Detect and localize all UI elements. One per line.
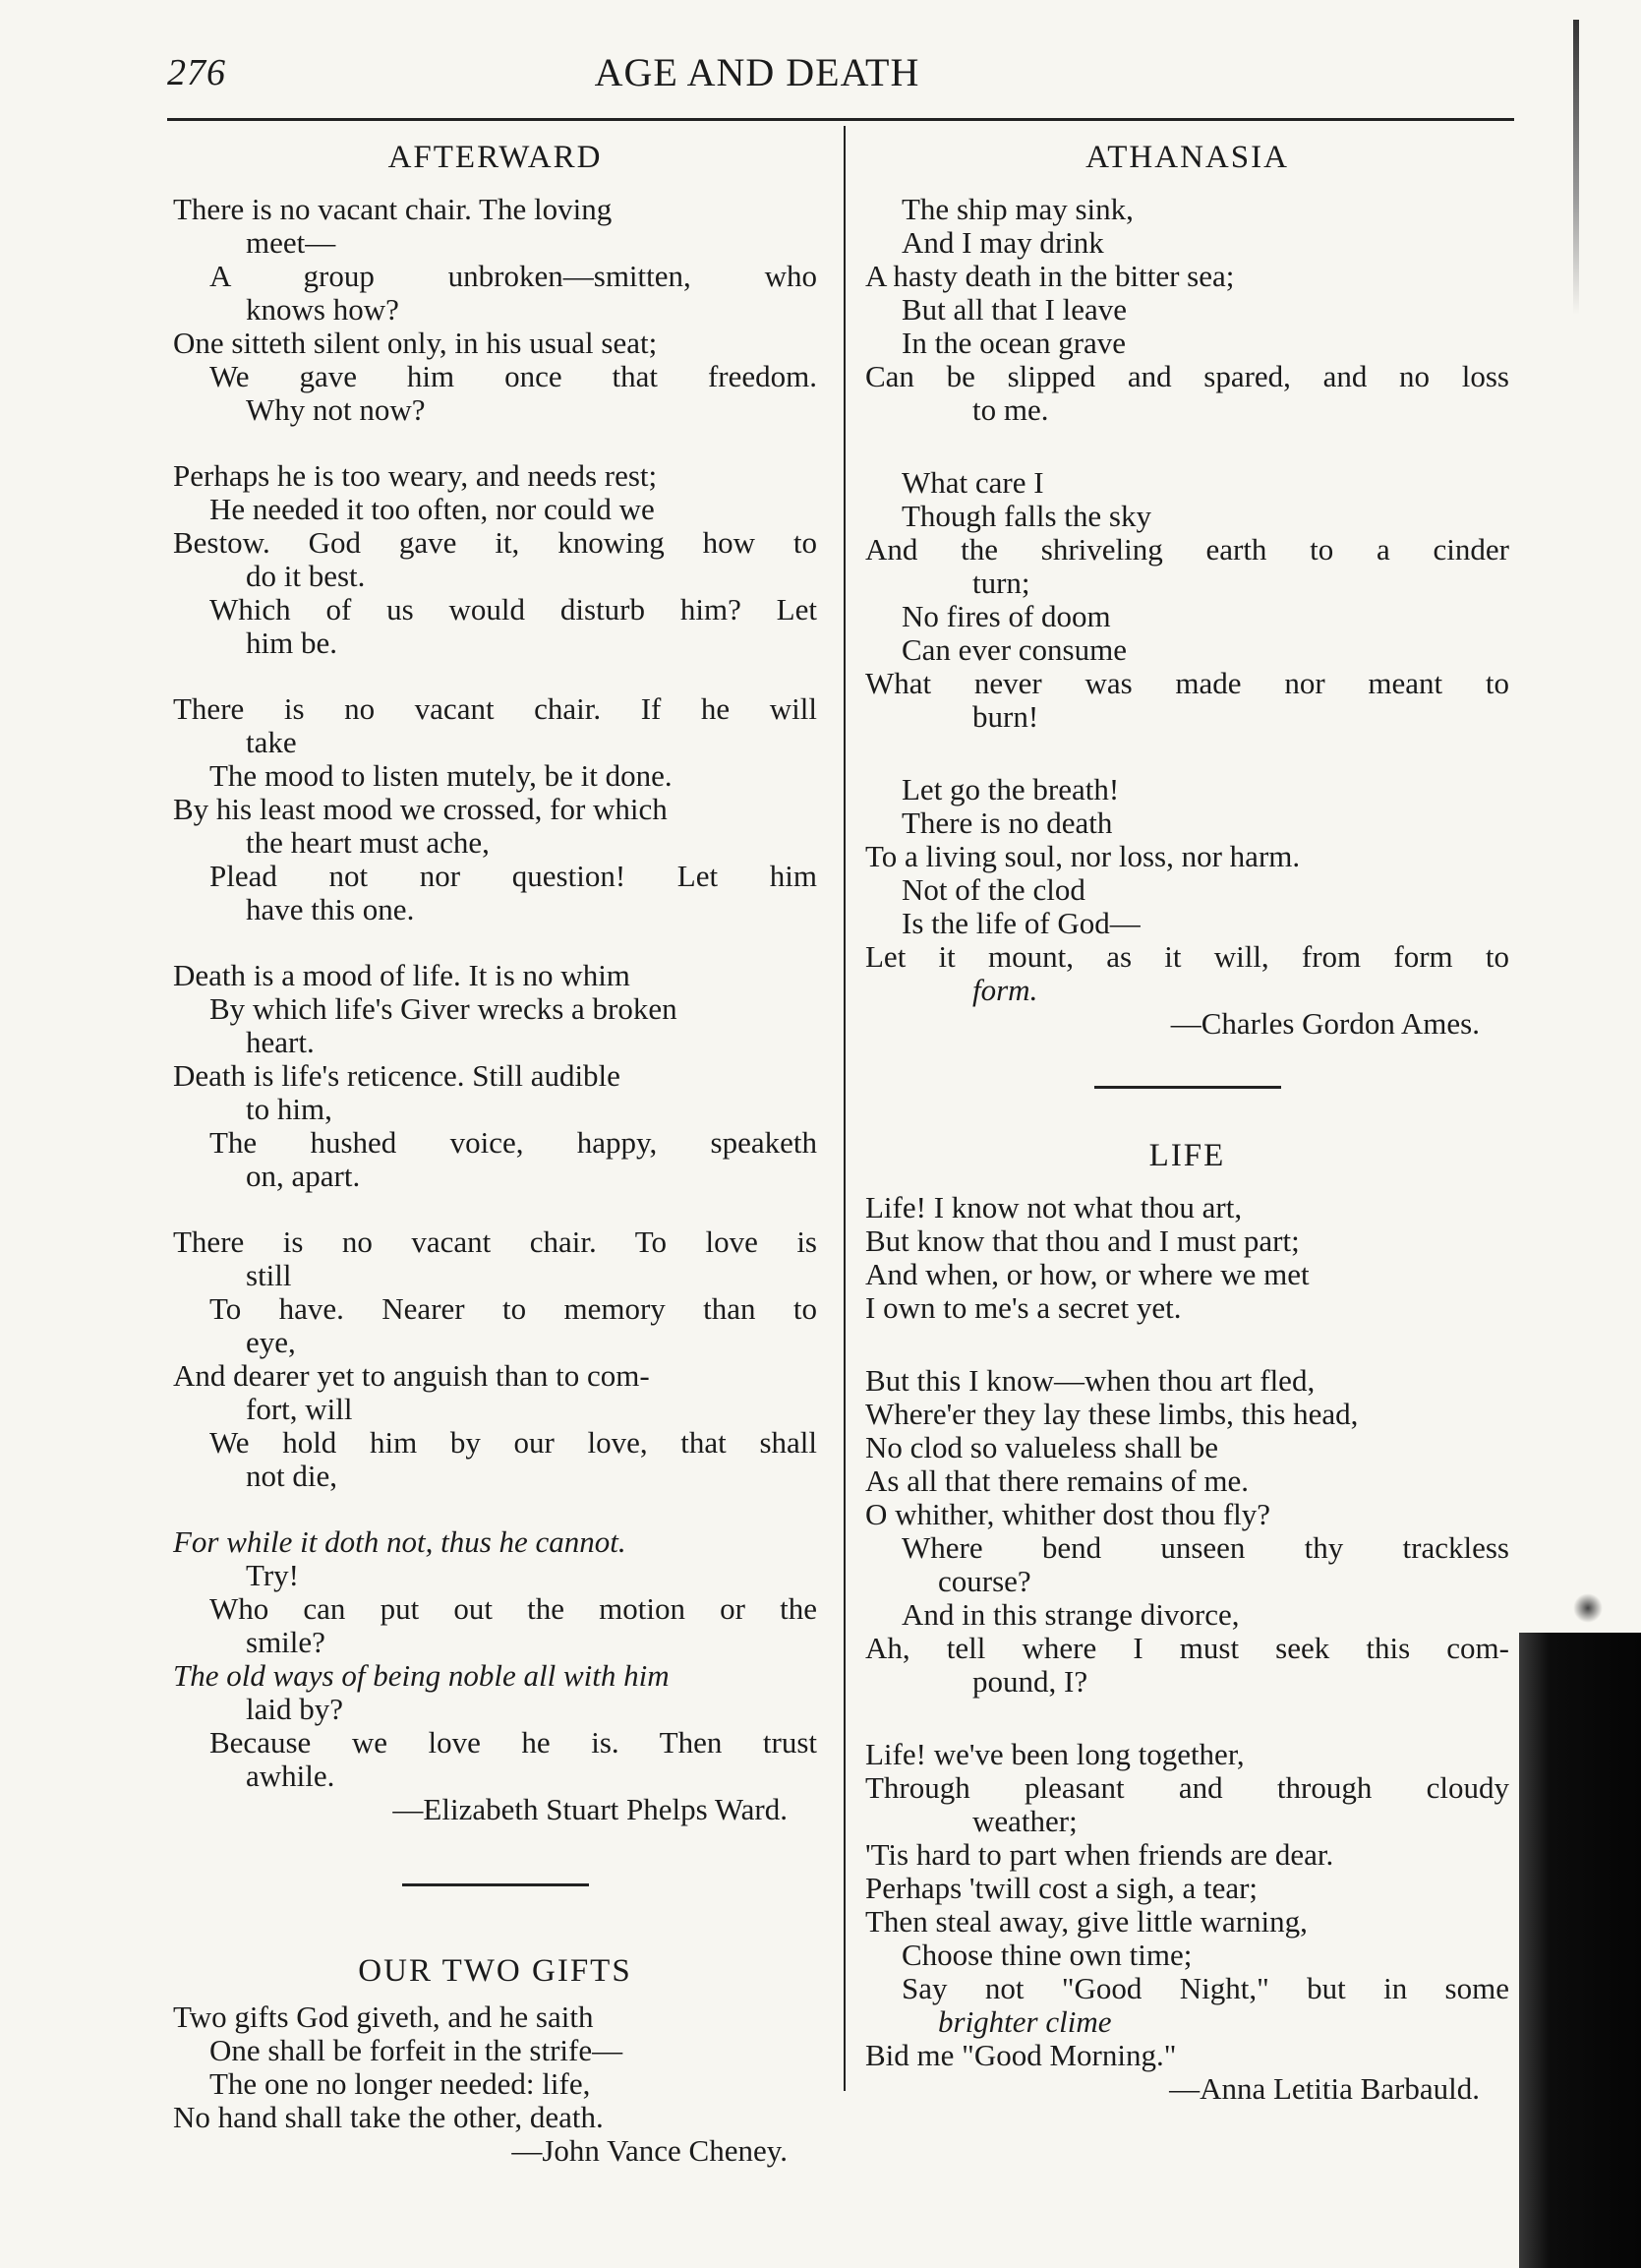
- verse-line: Which of us would disturb him? Let: [209, 592, 817, 627]
- attribution: —John Vance Cheney.: [511, 2133, 788, 2168]
- verse-line: 'Tis hard to part when friends are dear.: [865, 1837, 1334, 1872]
- verse-line: The ship may sink,: [902, 192, 1134, 226]
- verse-line: Perhaps 'twill cost a sigh, a tear;: [865, 1871, 1259, 1905]
- verse-line: brighter clime: [938, 2004, 1112, 2039]
- verse-line: By which life's Giver wrecks a broken: [209, 991, 677, 1026]
- verse-line: Two gifts God giveth, and he saith: [173, 1999, 594, 2034]
- verse-line: Where bend unseen thy trackless: [902, 1530, 1509, 1565]
- stanza: [865, 466, 1509, 734]
- attribution: —Elizabeth Stuart Phelps Ward.: [392, 1792, 788, 1826]
- poem-title: AFTERWARD: [387, 140, 603, 175]
- verse-line: Life! I know not what thou art,: [865, 1190, 1243, 1224]
- verse-line: There is no death: [902, 806, 1113, 840]
- left-column: [173, 138, 817, 2168]
- verse-line: laid by?: [246, 1692, 343, 1726]
- verse-line: The old ways of being noble all with him: [173, 1658, 670, 1693]
- verse-line: on, apart.: [246, 1159, 361, 1193]
- stanza: [173, 692, 817, 926]
- page-number: 276: [167, 52, 226, 93]
- stanza: [173, 959, 817, 1193]
- verse-line: And when, or how, or where we met: [865, 1257, 1310, 1291]
- verse-line: No hand shall take the other, death.: [173, 2100, 604, 2134]
- verse-line: Ah, tell where I must seek this com-: [865, 1631, 1509, 1665]
- column-divider: [844, 126, 846, 2091]
- section-rule: [402, 1883, 589, 1886]
- scan-edge-streak: [1573, 20, 1579, 315]
- verse-line: not die,: [246, 1459, 337, 1493]
- verse-line: still: [246, 1258, 292, 1292]
- verse-line: to him,: [246, 1092, 332, 1126]
- verse-line: Say not "Good Night," but in some: [902, 1971, 1509, 2005]
- verse-line: him be.: [246, 626, 337, 660]
- poem-title: OUR TWO GIFTS: [358, 1953, 632, 1989]
- verse-line: heart.: [246, 1025, 315, 1059]
- verse-line: Through pleasant and through cloudy: [865, 1770, 1509, 1805]
- verse-line: But know that thou and I must part;: [865, 1224, 1300, 1258]
- poem-title: ATHANASIA: [1085, 140, 1289, 175]
- verse-line: awhile.: [246, 1759, 335, 1793]
- verse-line: Death is a mood of life. It is no whim: [173, 958, 630, 992]
- stanza: [865, 773, 1509, 1007]
- verse-line: Not of the clod: [902, 872, 1085, 907]
- verse-line: No clod so valueless shall be: [865, 1430, 1219, 1464]
- header-rule: [167, 118, 1514, 121]
- stanza: [173, 193, 817, 427]
- verse-line: One shall be forfeit in the strife—: [209, 2033, 623, 2067]
- attribution: —Anna Letitia Barbauld.: [1169, 2071, 1480, 2106]
- verse-line: But this I know—when thou art fled,: [865, 1363, 1316, 1398]
- stanza: [173, 1225, 817, 1493]
- verse-line: Choose thine own time;: [902, 1938, 1193, 1972]
- verse-line: The one no longer needed: life,: [209, 2066, 591, 2101]
- verse-line: meet—: [246, 225, 336, 260]
- verse-line: course?: [938, 1564, 1031, 1598]
- verse-line: Life! we've been long together,: [865, 1737, 1245, 1771]
- stanza: [173, 459, 817, 660]
- verse-line: He needed it too often, nor could we: [209, 492, 655, 526]
- verse-line: I own to me's a secret yet.: [865, 1290, 1182, 1325]
- poem-life: [865, 1136, 1509, 2106]
- verse-line: And the shriveling earth to a cinder: [865, 532, 1509, 567]
- verse-line: But all that I leave: [902, 292, 1127, 327]
- verse-line: form.: [972, 973, 1038, 1007]
- stanza: [865, 1364, 1509, 1699]
- verse-line: eye,: [246, 1325, 296, 1359]
- verse-line: Plead not nor question! Let him: [209, 859, 817, 893]
- verse-line: For while it doth not, thus he cannot.: [173, 1524, 626, 1559]
- verse-line: Bestow. God gave it, knowing how to: [173, 525, 817, 560]
- verse-line: Why not now?: [246, 392, 426, 427]
- verse-line: pound, I?: [972, 1664, 1088, 1699]
- verse-line: The hushed voice, happy, speaketh: [209, 1125, 817, 1160]
- poem-afterward: [173, 138, 817, 1826]
- verse-line: The mood to listen mutely, be it done.: [209, 758, 673, 793]
- verse-line: take: [246, 725, 297, 759]
- verse-line: And in this strange divorce,: [902, 1597, 1240, 1632]
- verse-line: To a living soul, nor loss, nor harm.: [865, 839, 1301, 873]
- verse-line: Can be slipped and spared, and no loss: [865, 359, 1509, 393]
- verse-line: A hasty death in the bitter sea;: [865, 259, 1235, 293]
- verse-line: have this one.: [246, 892, 415, 926]
- verse-line: A group unbroken—smitten, who: [209, 259, 817, 293]
- attribution: —Charles Gordon Ames.: [1170, 1006, 1480, 1041]
- verse-line: Is the life of God—: [902, 906, 1141, 940]
- verse-line: O whither, whither dost thou fly?: [865, 1497, 1271, 1531]
- verse-line: do it best.: [246, 559, 366, 593]
- verse-line: There is no vacant chair. If he will: [173, 691, 817, 726]
- stanza: [865, 1738, 1509, 2072]
- verse-line: There is no vacant chair. The loving: [173, 192, 613, 226]
- verse-line: There is no vacant chair. To love is: [173, 1224, 817, 1259]
- verse-line: And I may drink: [902, 225, 1104, 260]
- verse-line: fort, will: [246, 1392, 353, 1426]
- verse-line: Try!: [246, 1558, 299, 1592]
- verse-line: What never was made nor meant to: [865, 666, 1509, 700]
- verse-line: By his least mood we crossed, for which: [173, 792, 668, 826]
- verse-line: And dearer yet to anguish than to com-: [173, 1358, 650, 1393]
- verse-line: Can ever consume: [902, 632, 1127, 667]
- right-column: [865, 138, 1509, 2106]
- verse-line: turn;: [972, 566, 1030, 600]
- stanza: [865, 193, 1509, 427]
- section-rule: [1094, 1086, 1281, 1089]
- scan-edge-shadow: [1519, 1633, 1641, 2268]
- poem-title: LIFE: [1148, 1138, 1226, 1173]
- verse-line: What care I: [902, 465, 1044, 500]
- verse-line: No fires of doom: [902, 599, 1111, 633]
- verse-line: burn!: [972, 699, 1039, 734]
- verse-line: Then steal away, give little warning,: [865, 1904, 1308, 1939]
- stanza: [173, 1525, 817, 1793]
- verse-line: To have. Nearer to memory than to: [209, 1291, 817, 1326]
- verse-line: We gave him once that freedom.: [209, 359, 817, 393]
- poem-our-two-gifts: [173, 1951, 817, 2168]
- verse-line: Where'er they lay these limbs, this head,: [865, 1397, 1359, 1431]
- verse-line: One sitteth silent only, in his usual seat;: [173, 326, 658, 360]
- verse-line: to me.: [972, 392, 1049, 427]
- stanza: [865, 1191, 1509, 1325]
- verse-line: Death is life's reticence. Still audible: [173, 1058, 620, 1093]
- verse-line: Let it mount, as it will, from form to: [865, 939, 1509, 974]
- stanza: [173, 2000, 817, 2134]
- verse-line: Because we love he is. Then trust: [209, 1725, 817, 1760]
- verse-line: We hold him by our love, that shall: [209, 1425, 817, 1460]
- verse-line: In the ocean grave: [902, 326, 1127, 360]
- verse-line: Perhaps he is too weary, and needs rest;: [173, 458, 658, 493]
- scan-edge-speck: [1573, 1593, 1603, 1623]
- poem-athanasia: [865, 138, 1509, 1041]
- verse-line: the heart must ache,: [246, 825, 490, 860]
- verse-line: Let go the breath!: [902, 772, 1120, 806]
- verse-line: Who can put out the motion or the: [209, 1591, 817, 1626]
- verse-line: As all that there remains of me.: [865, 1463, 1249, 1498]
- running-title: AGE AND DEATH: [594, 50, 920, 94]
- verse-line: weather;: [972, 1804, 1078, 1838]
- verse-line: Bid me "Good Morning.": [865, 2038, 1177, 2072]
- verse-line: knows how?: [246, 292, 399, 327]
- verse-line: smile?: [246, 1625, 325, 1659]
- verse-line: Though falls the sky: [902, 499, 1151, 533]
